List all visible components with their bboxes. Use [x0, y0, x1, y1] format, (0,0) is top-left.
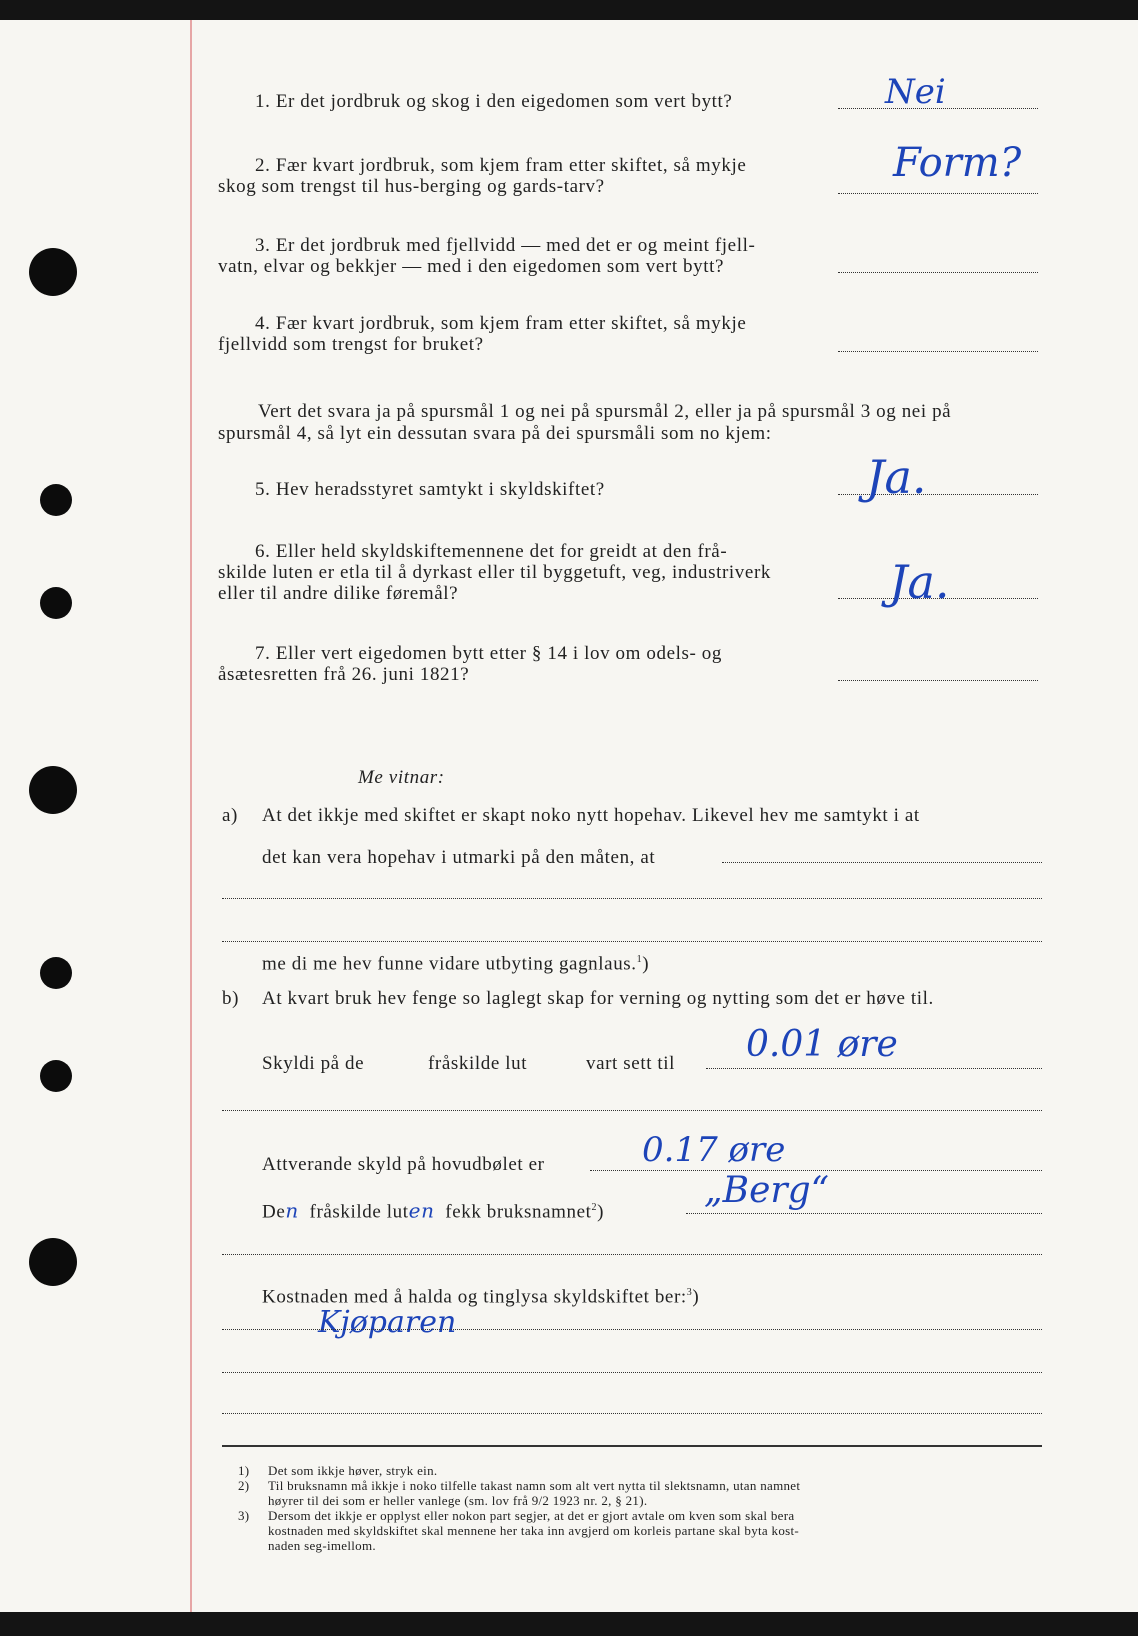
- brukname-hw-1: n: [285, 1198, 299, 1223]
- question-6: [255, 541, 727, 562]
- punch-hole: [29, 248, 77, 296]
- kostnad-label: Kostnaden med å halda og tinglysa skyldskiftet ber:$^3$): [262, 1286, 700, 1308]
- footnote-3-line2: kostnaden med skyldskiftet skal mennene her taka inn avgjerd om korleis partane skal byta kost-: [268, 1523, 800, 1538]
- answer-6-handwritten: Ja.: [889, 555, 950, 609]
- question-number: 2.: [255, 155, 271, 176]
- question-number: 4.: [255, 313, 271, 334]
- conditional-paragraph-line1: Vert det svara ja på spursmål 1 og nei på spursmål 2, eller ja på spursmål 3 og nei på: [258, 401, 952, 422]
- fill-line: [222, 1254, 1042, 1255]
- skyld-label-2: fråskilde lut: [428, 1053, 528, 1074]
- fill-line: [686, 1213, 1042, 1214]
- question-6-line3: eller til andre dilike føremål?: [218, 583, 459, 604]
- brukname-row: Den fråskilde luten fekk bruksnamnet$^2$): [262, 1198, 605, 1223]
- brukname-value-handwritten: „Berg“: [704, 1170, 830, 1211]
- answer-line: [838, 272, 1038, 273]
- answer-5-handwritten: Ja.: [866, 450, 927, 504]
- footnote-mark: 3): [238, 1508, 250, 1523]
- document-page: [0, 20, 1138, 1612]
- item-a-line3-text: me di me hev funne vidare utbyting gagnlaus.: [262, 953, 637, 975]
- skyld-value-handwritten: 0.01 øre: [746, 1024, 898, 1065]
- question-text: Hev heradsstyret samtykt i skyldskiftet?: [275, 479, 605, 500]
- answer-line: [838, 680, 1038, 681]
- fill-line: [222, 941, 1042, 942]
- fill-line: [222, 898, 1042, 899]
- footnote-3-line3: naden seg-imellom.: [268, 1538, 376, 1553]
- answer-line: [838, 193, 1038, 194]
- item-b-line1: At kvart bruk hev fenge so laglegt skap for verning og nytting som det er høve til.: [262, 988, 934, 1009]
- question-2-line2: skog som trengst til hus-berging og gards-tarv?: [218, 176, 605, 197]
- item-b-label: b): [222, 988, 240, 1009]
- question-number: 6.: [255, 541, 271, 562]
- attverande-label: Attverande skyld på hovudbølet er: [262, 1154, 545, 1175]
- item-a-line2: det kan vera hopehav i utmarki på den måten, at: [262, 847, 656, 868]
- kostnad-label-text: Kostnaden med å halda og tinglysa skyldskiftet ber:: [262, 1286, 687, 1308]
- conditional-paragraph-line2: spursmål 4, så lyt ein dessutan svara på dei spursmåli som no kjem:: [218, 423, 772, 444]
- footnote-rule: [222, 1445, 1042, 1447]
- question-2: [255, 155, 746, 176]
- question-4-line2: fjellvidd som trengst for bruket?: [218, 334, 484, 355]
- question-3-line2: vatn, elvar og bekkjer — med i den eigedomen som vert bytt?: [218, 256, 725, 277]
- punch-hole: [29, 766, 77, 814]
- punch-hole: [40, 587, 72, 619]
- question-text: Eller held skyldskiftemennene det for greidt at den frå-: [275, 541, 728, 562]
- question-number: 3.: [255, 235, 271, 256]
- brukname-pre: De: [262, 1201, 286, 1223]
- question-number: 7.: [255, 643, 271, 664]
- attverande-value-handwritten: 0.17 øre: [642, 1130, 786, 1170]
- question-7: [255, 643, 722, 664]
- question-5: [255, 479, 605, 500]
- item-a-line1: At det ikkje med skiftet er skapt noko nytt hopehav. Likevel hev me samtykt i at: [262, 805, 920, 826]
- item-a-line3: me di me hev funne vidare utbyting gagnlaus.$^1$): [262, 953, 650, 975]
- fill-line: [706, 1068, 1042, 1069]
- witness-heading: Me vitnar:: [358, 767, 445, 788]
- question-3: [255, 235, 755, 256]
- question-4: [255, 313, 746, 334]
- footnote-2-line2: høyrer til dei som er heller vanlege (sm. lov frå 9/2 1923 nr. 2, § 21).: [268, 1493, 648, 1508]
- punch-hole: [40, 484, 72, 516]
- footnote-1: Det som ikkje høver, stryk ein.: [268, 1463, 438, 1478]
- kostnad-value-handwritten: Kjøparen: [318, 1305, 457, 1340]
- answer-line: [838, 351, 1038, 352]
- item-a-label: a): [222, 805, 238, 826]
- footnote-mark: 1): [238, 1463, 250, 1478]
- margin-line: [190, 20, 192, 1612]
- scan-border: [0, 1612, 1138, 1636]
- fill-line: [222, 1110, 1042, 1111]
- brukname-mid: fråskilde lut: [309, 1201, 409, 1223]
- question-number: 1.: [255, 91, 271, 112]
- question-text: Er det jordbruk og skog i den eigedomen som vert bytt?: [275, 91, 733, 112]
- question-1: [255, 91, 732, 112]
- question-text: Er det jordbruk med fjellvidd — med det er og meint fjell-: [275, 235, 756, 256]
- answer-1-handwritten: Nei: [885, 72, 946, 112]
- punch-hole: [40, 957, 72, 989]
- brukname-hw-2: en: [408, 1198, 435, 1223]
- question-6-line2: skilde luten er etla til å dyrkast eller til byggetuft, veg, industriverk: [218, 562, 771, 583]
- brukname-post: fekk bruksnamnet: [445, 1201, 592, 1223]
- question-number: 5.: [255, 479, 271, 500]
- punch-hole: [29, 1238, 77, 1286]
- footnote-3-line1: Dersom det ikkje er opplyst eller nokon part segjer, at det er gjort avtale om kven som skal bera: [268, 1508, 795, 1523]
- question-text: Fær kvart jordbruk, som kjem fram etter skiftet, så mykje: [275, 313, 747, 334]
- answer-2-handwritten: Form?: [893, 140, 1022, 186]
- question-text: Eller vert eigedomen bytt etter § 14 i lov om odels- og: [275, 643, 722, 664]
- fill-line: [222, 1372, 1042, 1373]
- footnote-2-line1: Til bruksnamn må ikkje i noko tilfelle takast namn som alt vert nytta til slektsnamn, utan namnet: [268, 1478, 801, 1493]
- skyld-label-3: vart sett til: [586, 1053, 676, 1074]
- question-text: Fær kvart jordbruk, som kjem fram etter skiftet, så mykje: [275, 155, 747, 176]
- fill-line: [222, 1413, 1042, 1414]
- question-7-line2: åsætesretten frå 26. juni 1821?: [218, 664, 470, 685]
- skyld-label: Skyldi på de: [262, 1053, 365, 1074]
- fill-line: [722, 862, 1042, 863]
- punch-hole: [40, 1060, 72, 1092]
- fill-line: [222, 1329, 1042, 1330]
- footnote-mark: 2): [238, 1478, 250, 1493]
